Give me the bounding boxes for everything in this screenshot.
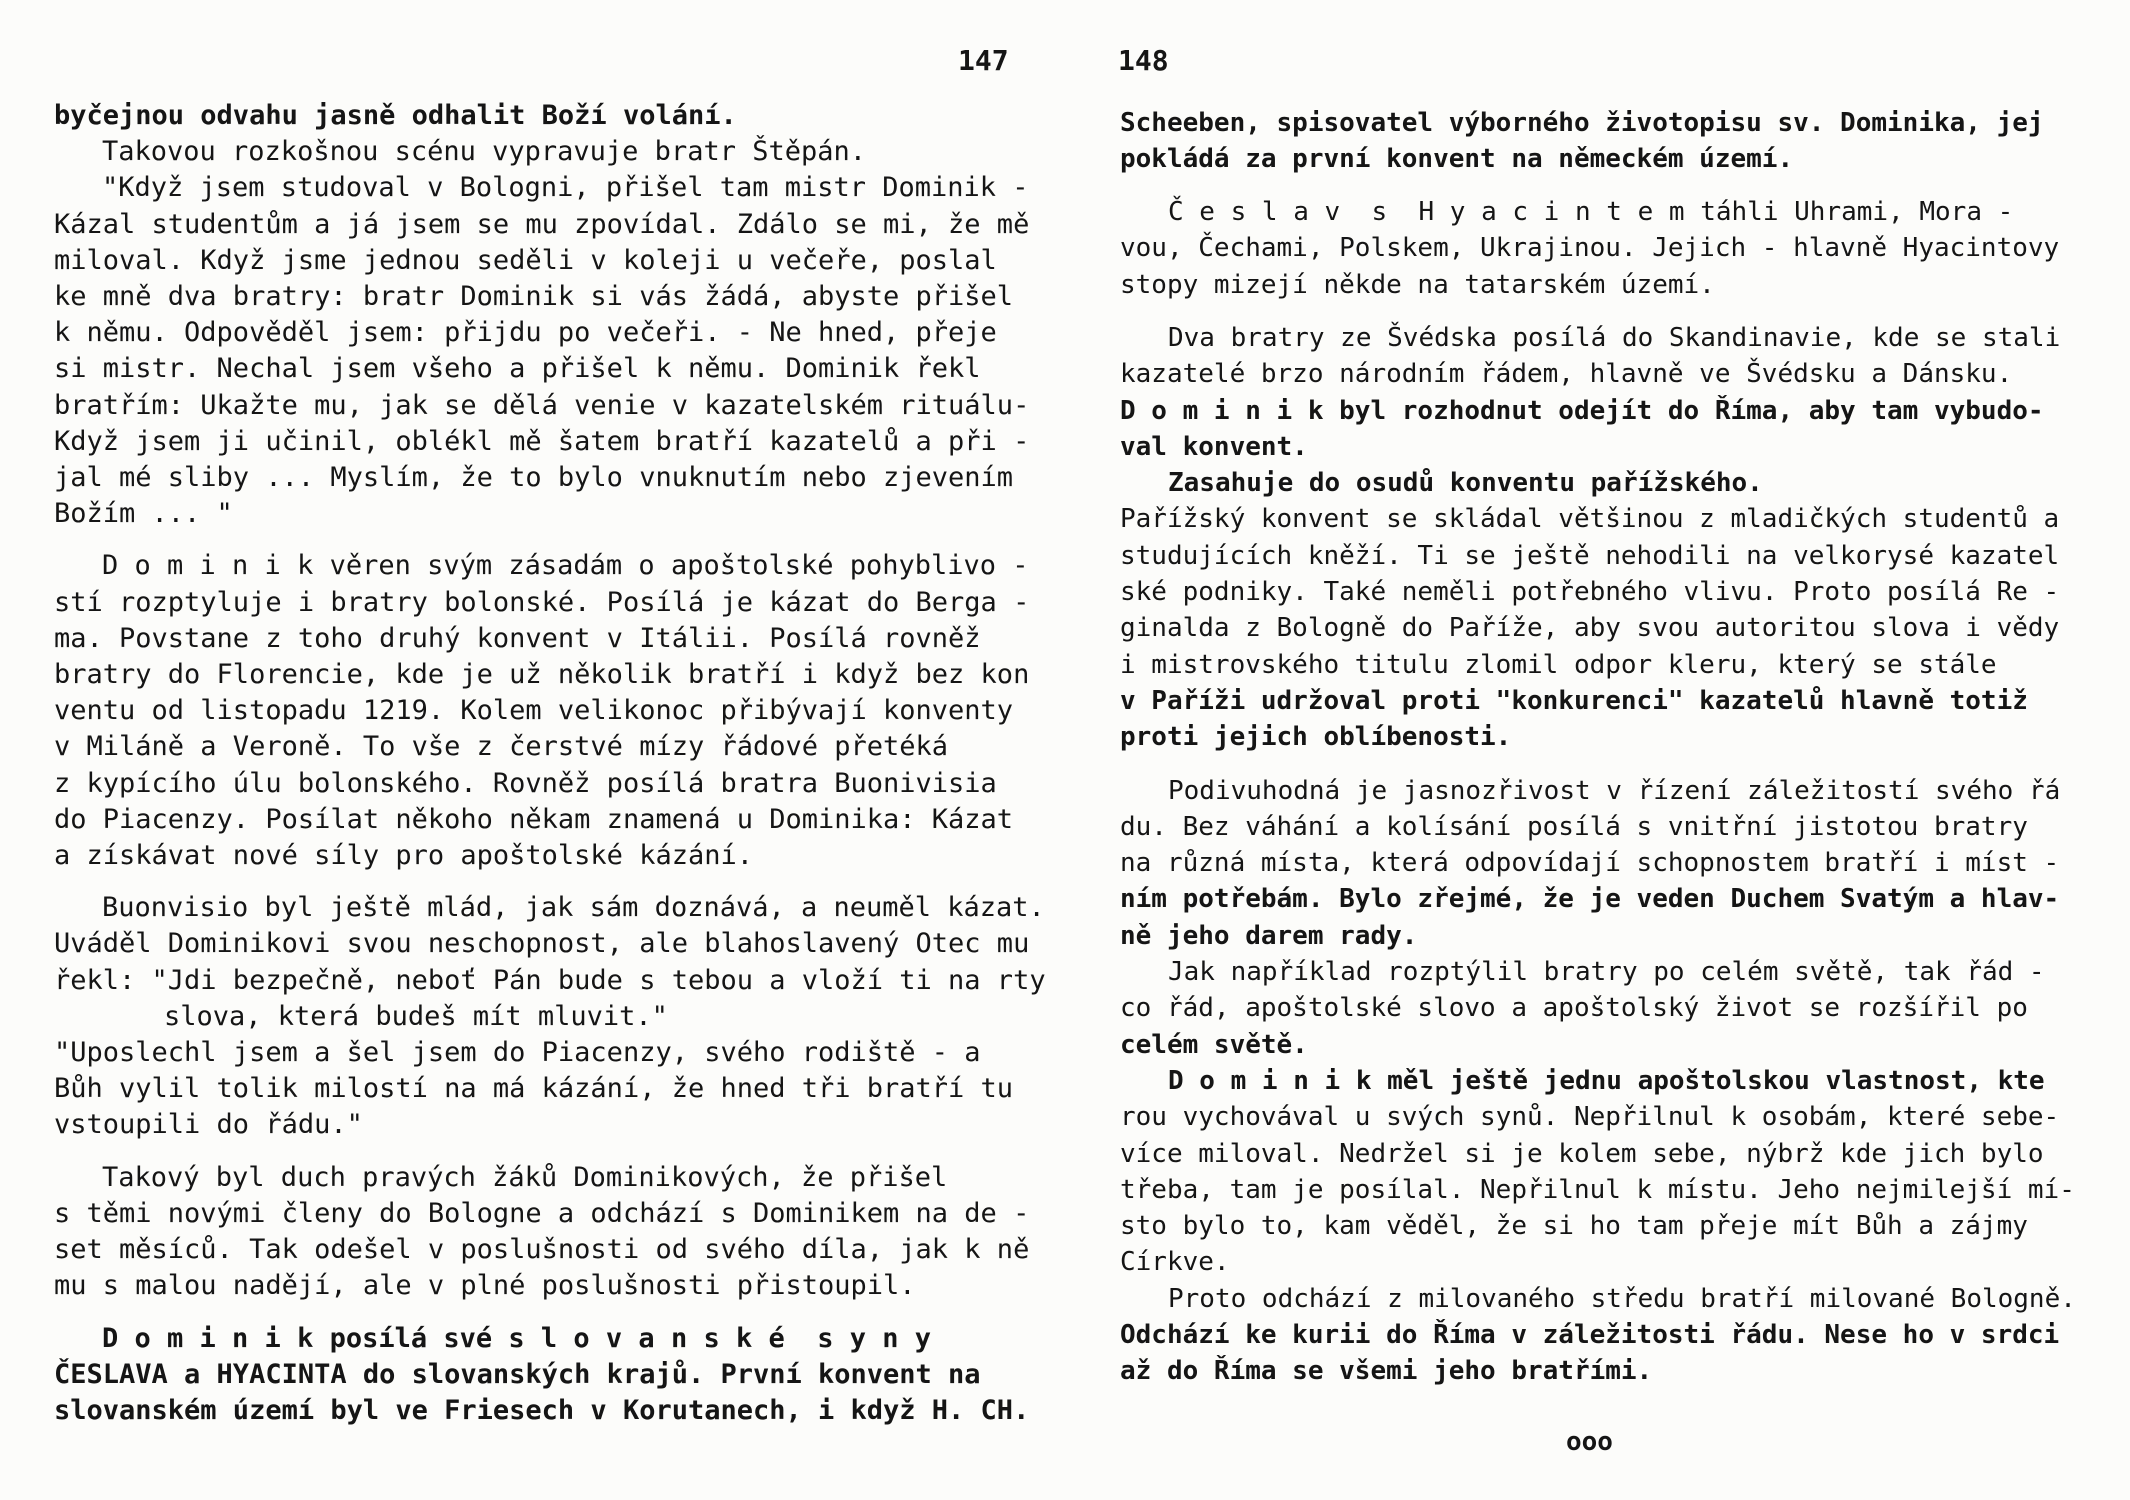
text-line: Božím ... ": [54, 498, 233, 530]
text-line: slovanském území byl ve Friesech v Korutanech, i když H. CH.: [54, 1394, 1030, 1426]
text-line: co řád, apoštolské slovo a apoštolský život se rozšířil po: [1120, 993, 2028, 1024]
text-line: k němu. Odpověděl jsem: přijdu po večeři. - Ne hned, přeje: [54, 317, 997, 349]
text-line: více miloval. Nedržel si je kolem sebe, nýbrž kde jich bylo: [1120, 1138, 2044, 1169]
text-line: slova, která budeš mít mluvit.": [164, 1000, 668, 1032]
text-line: rou vychovával u svých synů. Nepřilnul k osobám, které sebe-: [1120, 1102, 2060, 1133]
text-line: Scheeben, spisovatel výborného životopisu sv. Dominika, jej: [1120, 107, 2044, 138]
text-line: na různá místa, která odpovídají schopnostem bratří i míst -: [1120, 848, 2060, 879]
text-line: jal mé sliby ... Myslím, že to bylo vnuknutím nebo zjevením: [54, 462, 1014, 494]
paragraph: [54, 98, 1074, 532]
paragraph: [1120, 194, 2110, 303]
text-line: Proto odchází z milovaného středu bratří milované Bologně.: [1168, 1283, 2076, 1314]
text-line: v Paříži udržoval proti "konkurenci" kazatelů hlavně totiž: [1120, 685, 2028, 716]
text-line: vstoupili do řádu.": [54, 1109, 363, 1141]
text-line: vou, Čechami, Polskem, Ukrajinou. Jejich - hlavně Hyacintovy: [1120, 233, 2060, 264]
right-page: [1120, 105, 2110, 1390]
text-line: proti jejich oblíbenosti.: [1120, 722, 1512, 753]
text-line: Takový byl duch pravých žáků Dominikových, že přišel: [102, 1161, 948, 1193]
text-line: Dva bratry ze Švédska posílá do Skandinavie, kde se stali: [1168, 322, 2061, 353]
text-line: D o m i n i k věren svým zásadám o apoštolské pohyblivo -: [102, 550, 1029, 582]
text-line: si mistr. Nechal jsem všeho a přišel k němu. Dominik řekl: [54, 353, 981, 385]
text-line: kazatelé brzo národním řádem, hlavně ve Švédsku a Dánsku.: [1120, 359, 2013, 390]
text-line: i mistrovského titulu zlomil odpor kleru, který se stále: [1120, 649, 1997, 680]
paragraph: [54, 1321, 1074, 1430]
text-line: v Miláně a Veroně. To vše z čerstvé mízy řádové přetéká: [54, 731, 949, 763]
text-line: D o m i n i k posílá své s l o v a n s k é s y n y: [102, 1322, 932, 1354]
text-line: "Když jsem studoval v Bologni, přišel tam mistr Dominik -: [102, 172, 1029, 204]
text-line: Kázal studentům a já jsem se mu zpovídal. Zdálo se mi, že mě: [54, 208, 1030, 240]
text-line: Jak například rozptýlil bratry po celém světě, tak řád -: [1168, 957, 2045, 988]
text-line: Když jsem ji učinil, oblékl mě šatem bratří kazatelů a při -: [54, 425, 1030, 457]
left-page: [54, 98, 1074, 1429]
text-line: Takovou rozkošnou scénu vypravuje bratr Štěpán.: [102, 136, 867, 168]
text-line: Zasahuje do osudů konventu pařížského.: [1168, 468, 1763, 499]
paragraph: [54, 1160, 1074, 1305]
text-line: s těmi novými členy do Bologne a odchází s Dominikem na de -: [54, 1197, 1030, 1229]
text-line: ské podniky. Také neměli potřebného vlivu. Proto posílá Re -: [1120, 577, 2060, 608]
text-line: stí rozptyluje i bratry bolonské. Posílá je kázat do Berga -: [54, 586, 1030, 618]
text-line: ventu od listopadu 1219. Kolem velikonoc přibývají konventy: [54, 695, 1014, 727]
page-number: 147: [958, 44, 1009, 77]
text-line: bratry do Florencie, kde je už několik bratří i když bez kon: [54, 659, 1030, 691]
text-line: Církve.: [1120, 1247, 1230, 1278]
text-line: Č e s l a v s H y a c i n t e m táhli Uhrami, Mora -: [1168, 197, 2014, 228]
text-line: val konvent.: [1120, 431, 1308, 462]
text-line: ginalda z Bologně do Paříže, aby svou autoritou slova i vědy: [1120, 613, 2060, 644]
text-line: ma. Povstane z toho druhý konvent v Itálii. Posílá rovněž: [54, 622, 981, 654]
text-line: miloval. Když jsme jednou seděli v koleji u večeře, poslal: [54, 244, 997, 276]
text-line: stopy mizejí někde na tatarském území.: [1120, 269, 1715, 300]
text-line: do Piacenzy. Posílat někoho někam znamená u Dominika: Kázat: [54, 803, 1014, 835]
text-line: D o m i n i k byl rozhodnut odejít do Říma, aby tam vybudo-: [1120, 395, 2044, 426]
text-line: Odchází ke kurii do Říma v záležitosti řádu. Nese ho v srdci: [1120, 1320, 2060, 1350]
text-line: sto bylo to, kam věděl, že si ho tam přeje mít Bůh a zájmy: [1120, 1211, 2028, 1242]
text-line: ním potřebám. Bylo zřejmé, že je veden Duchem Svatým a hlav-: [1120, 884, 2060, 915]
page-number: 148: [1118, 44, 1169, 77]
text-line: třeba, tam je posílal. Nepřilnul k místu. Jeho nejmilejší mí-: [1120, 1174, 2075, 1205]
paragraph: [54, 548, 1074, 874]
text-line: ČESLAVA a HYACINTA do slovanských krajů. První konvent na: [54, 1358, 981, 1390]
text-line: řekl: "Jdi bezpečně, neboť Pán bude s tebou a vloží ti na rty: [54, 964, 1046, 996]
paragraph: [1120, 320, 2110, 756]
text-line: Bůh vylil tolik milostí na má kázání, že hned tři bratří tu: [54, 1073, 1014, 1105]
text-line: Uváděl Dominikovi svou neschopnost, ale blahoslavený Otec mu: [54, 928, 1030, 960]
text-line: Buonvisio byl ještě mlád, jak sám doznává, a neuměl kázat.: [102, 892, 1045, 924]
paragraph: [1120, 773, 2110, 1390]
paragraph: [1120, 105, 2110, 178]
text-line: du. Bez váhání a kolísání posílá s vnitřní jistotou bratry: [1120, 811, 2028, 842]
text-line: "Uposlechl jsem a šel jsem do Piacenzy, svého rodiště - a: [54, 1037, 981, 1069]
text-line: ke mně dva bratry: bratr Dominik si vás žádá, abyste přišel: [54, 281, 1014, 313]
text-line: a získávat nové síly pro apoštolské kázání.: [54, 840, 753, 872]
end-mark: ooo: [1566, 1427, 1613, 1457]
text-line: až do Říma se všemi jeho bratřími.: [1120, 1356, 1653, 1387]
text-line: mu s malou nadějí, ale v plné poslušnosti přistoupil.: [54, 1270, 916, 1302]
text-line: set měsíců. Tak odešel v poslušnosti od svého díla, jak k ně: [54, 1234, 1030, 1266]
text-line: ně jeho darem rady.: [1120, 920, 1418, 951]
text-line: studujících kněží. Ti se ještě nehodili na velkorysé kazatel: [1120, 540, 2060, 571]
text-line: D o m i n i k měl ještě jednu apoštolskou vlastnost, kte: [1168, 1065, 2045, 1096]
text-line: bratřím: Ukažte mu, jak se dělá venie v kazatelském rituálu-: [54, 389, 1030, 421]
paragraph: [54, 890, 1074, 1143]
text-line: z kypícího úlu bolonského. Rovněž posílá bratra Buonivisia: [54, 767, 997, 799]
text-line: Podivuhodná je jasnozřivost v řízení záležitostí svého řá: [1168, 775, 2061, 806]
text-line: Pařížský konvent se skládal většinou z mladičkých studentů a: [1120, 504, 2060, 535]
text-line: celém světě.: [1120, 1029, 1308, 1060]
text-line: pokládá za první konvent na německém území.: [1120, 143, 1794, 174]
text-line: byčejnou odvahu jasně odhalit Boží volání.: [54, 100, 737, 131]
